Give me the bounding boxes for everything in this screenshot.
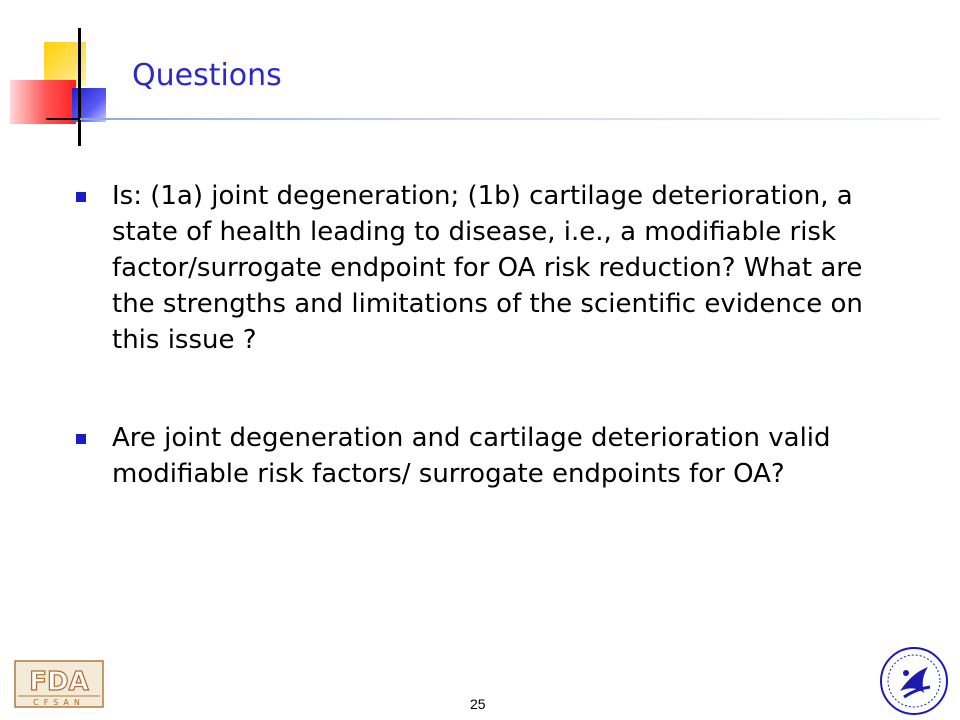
bullet-item [76,420,896,492]
hhs-seal-icon [878,645,950,717]
bullet-list [76,178,896,554]
bullet-item [76,178,896,358]
fda-logo-text: FDA [29,667,89,697]
page-number: 25 [470,696,486,712]
decorative-corner-graphic [0,0,150,150]
title-underline-rule [80,118,940,120]
cfsan-logo-text: CFSAN [33,698,85,707]
slide-title: Questions [132,58,282,93]
bullet-text: Is: (1a) joint degeneration; (1b) cartilage deterioration, a state of health leading to disease, i.e., a modifiable risk factor/surrogate endpoint for OA risk reduction? What are the strengths and limitations of the scientific evidence on this issue ? [112,181,863,355]
fda-cfsan-logo-icon [14,660,104,708]
square-bullet-icon [76,192,86,202]
vertical-line-decoration [78,28,81,146]
square-bullet-icon [76,434,86,444]
bullet-text: Are joint degeneration and cartilage deterioration valid modifiable risk factors/ surrogate endpoints for OA? [112,423,831,489]
